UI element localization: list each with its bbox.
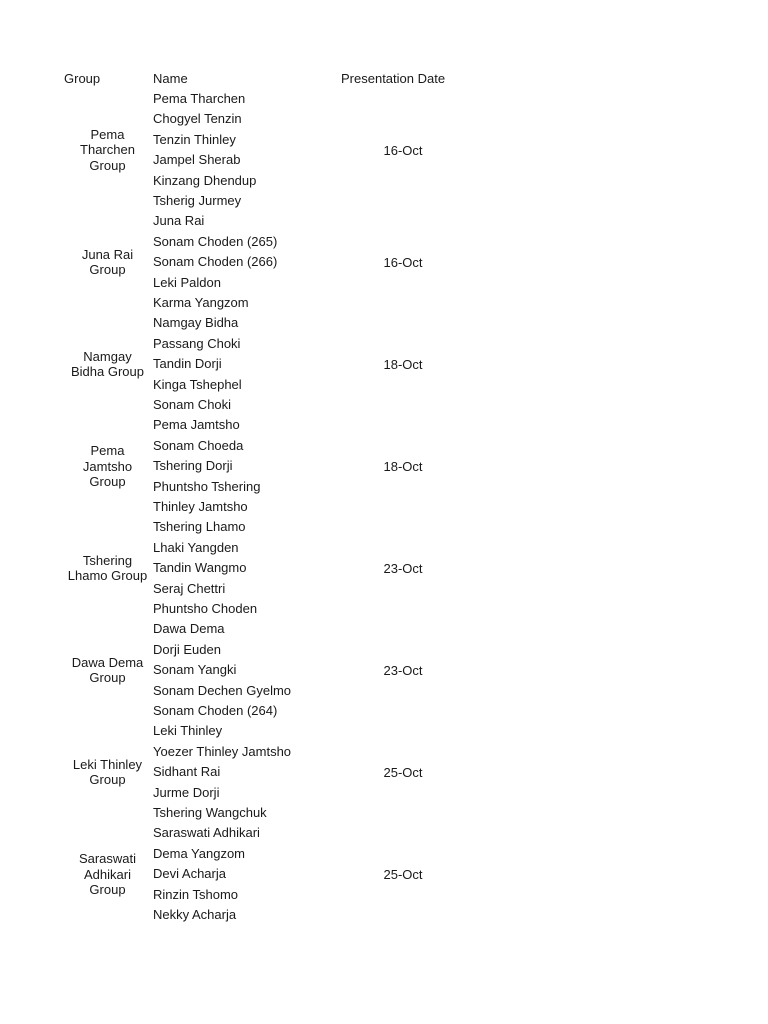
member-name: Sonam Choden (264) xyxy=(153,702,278,718)
member-list xyxy=(153,721,291,823)
member-name: Rinzin Tshomo xyxy=(153,886,239,902)
group-label: Saraswati Adhikari Group xyxy=(78,851,137,898)
member-name: Kinga Tshephel xyxy=(153,376,242,392)
header-group: Group xyxy=(64,71,101,86)
member-name: Sonam Choden (266) xyxy=(153,254,278,270)
member-name: Nekky Acharja xyxy=(153,906,237,922)
member-name: Tenzin Thinley xyxy=(153,131,236,147)
member-name: Karma Yangzom xyxy=(153,294,249,310)
group-label: Juna Rai Group xyxy=(81,246,134,278)
member-name: Jampel Sherab xyxy=(153,152,241,168)
header-name: Name xyxy=(153,71,188,86)
member-name: Tsherig Jurmey xyxy=(153,192,242,208)
member-name: Lhaki Yangden xyxy=(153,539,239,555)
member-name: Phuntsho Tshering xyxy=(153,478,261,494)
group-block xyxy=(0,823,768,925)
member-name: Tshering Wangchuk xyxy=(153,804,267,820)
member-name: Sonam Yangki xyxy=(153,662,237,678)
member-name: Thinley Jamtsho xyxy=(153,498,248,514)
group-label: Namgay Bidha Group xyxy=(71,348,144,380)
group-block xyxy=(0,721,768,823)
member-name: Yoezer Thinley Jamtsho xyxy=(153,743,292,759)
group-block xyxy=(0,517,768,619)
presentation-date: 23-Oct xyxy=(383,662,423,678)
presentation-date: 25-Oct xyxy=(383,764,423,780)
member-name: Sonam Dechen Gyelmo xyxy=(153,682,292,698)
presentation-date: 16-Oct xyxy=(383,142,423,158)
member-name: Sonam Choeda xyxy=(153,437,244,453)
member-list xyxy=(153,89,256,211)
member-name: Sonam Choden (265) xyxy=(153,233,278,249)
member-list xyxy=(153,619,291,721)
member-name: Devi Acharja xyxy=(153,866,226,882)
member-list xyxy=(153,211,277,313)
group-block xyxy=(0,415,768,517)
member-name: Leki Thinley xyxy=(153,723,223,739)
member-name: Sonam Choki xyxy=(153,396,232,412)
member-name: Tshering Dorji xyxy=(153,458,233,474)
group-label: Dawa Dema Group xyxy=(71,654,144,686)
member-name: Dawa Dema xyxy=(153,621,225,637)
presentation-date: 16-Oct xyxy=(383,254,423,270)
member-name: Juna Rai xyxy=(153,213,205,229)
group-block xyxy=(0,211,768,313)
member-name: Pema Jamtsho xyxy=(153,417,240,433)
group-block xyxy=(0,89,768,211)
member-name: Leki Paldon xyxy=(153,274,221,290)
member-name: Tandin Dorji xyxy=(153,356,222,372)
member-list xyxy=(153,313,242,415)
group-label: Tshering Lhamo Group xyxy=(67,552,148,584)
member-name: Jurme Dorji xyxy=(153,784,220,800)
member-name: Dema Yangzom xyxy=(153,845,246,861)
presentation-date: 25-Oct xyxy=(383,866,423,882)
member-name: Chogyel Tenzin xyxy=(153,111,242,127)
member-list xyxy=(153,823,260,925)
member-name: Dorji Euden xyxy=(153,641,221,657)
member-name: Tandin Wangmo xyxy=(153,560,247,576)
presentation-date: 18-Oct xyxy=(383,458,423,474)
member-list xyxy=(153,517,257,619)
header-presentation-date: Presentation Date xyxy=(341,71,446,86)
member-name: Saraswati Adhikari xyxy=(153,825,260,841)
presentation-date: 23-Oct xyxy=(383,560,423,576)
member-name: Namgay Bidha xyxy=(153,315,239,331)
member-name: Phuntsho Choden xyxy=(153,600,258,616)
member-name: Passang Choki xyxy=(153,335,241,351)
member-name: Pema Tharchen xyxy=(153,91,246,106)
group-block xyxy=(0,619,768,721)
member-name: Kinzang Dhendup xyxy=(153,172,257,188)
group-label: Leki Thinley Group xyxy=(72,756,143,788)
member-name: Sidhant Rai xyxy=(153,764,221,780)
group-label: Pema Tharchen Group xyxy=(80,126,135,173)
member-name: Tshering Lhamo xyxy=(153,519,246,535)
member-list xyxy=(153,415,260,517)
presentation-date: 18-Oct xyxy=(383,356,423,372)
member-name: Seraj Chettri xyxy=(153,580,226,596)
group-block xyxy=(0,313,768,415)
group-label: Pema Jamtsho Group xyxy=(82,443,133,490)
